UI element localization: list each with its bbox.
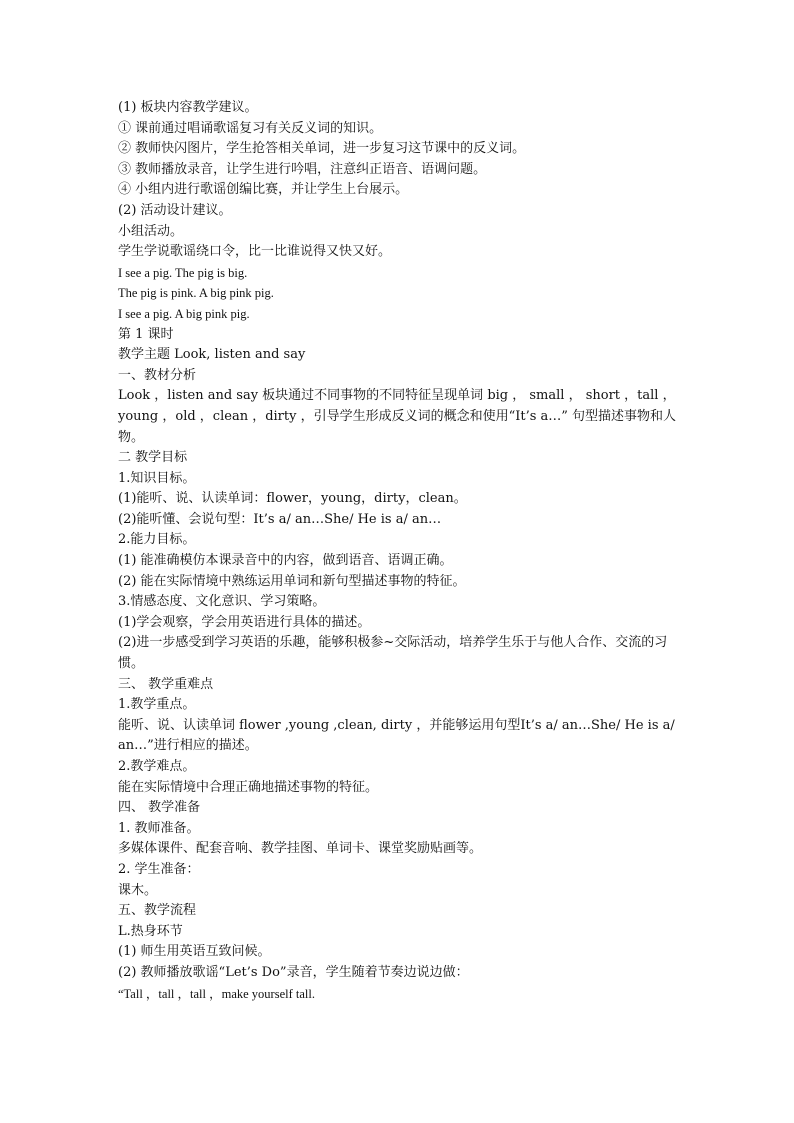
paragraph: 能在实际情境中合理正确地描述事物的特征。 xyxy=(118,779,379,795)
chant-line: The pig is pink. A big pink pig. xyxy=(118,286,274,301)
section-heading-key-points: 三、 教学重难点 xyxy=(118,676,214,692)
list-item: ① 课前通过唱诵歌谣复习有关反义词的知识。 xyxy=(118,120,383,136)
paragraph-analysis: Look ，listen and say 板块通过不同事物的不同特征呈现单词 big ， small ， short ，tall ，young ，old ，clean ，dirty ，引导学生形成反义词的概念和使用“It’s a…” 句型描述事物和人物。 xyxy=(118,388,677,445)
subheading: 1.教学重点。 xyxy=(118,697,196,713)
paragraph: 小组活动。 xyxy=(118,223,184,239)
document-body xyxy=(118,98,683,1004)
list-item: (2) 能在实际情境中熟练运用单词和新句型描述事物的特征。 xyxy=(118,573,466,589)
section-heading-preparation: 四、 教学准备 xyxy=(118,800,201,816)
list-item: (2)能听懂、会说句型：It’s a/ an…She/ He is a/ an… xyxy=(118,511,442,527)
chant-line: I see a pig. The pig is big. xyxy=(118,265,248,280)
subheading: 1.知识目标。 xyxy=(118,470,196,486)
list-item: 1. 教师准备。 xyxy=(118,820,200,836)
paragraph: 多媒体课件、配套音响、教学挂图、单词卡、课堂奖励贴画等。 xyxy=(118,841,483,857)
list-item: ② 教师快闪图片，学生抢答相关单词，进一步复习这节课中的反义词。 xyxy=(118,141,526,157)
subheading: 2.能力目标。 xyxy=(118,532,196,548)
section-heading-suggestions: (1) 板块内容教学建议。 xyxy=(118,100,258,115)
paragraph: 课木。 xyxy=(118,882,158,898)
list-item: (1)学会观察，学会用英语进行具体的描述。 xyxy=(118,614,371,630)
list-item: (1)能听、说、认读单词：flower，young，dirty，clean。 xyxy=(118,491,467,507)
subheading: 3.情感态度、文化意识、学习策略。 xyxy=(118,594,326,610)
subheading: L.热身环节 xyxy=(118,923,183,939)
chant-line: I see a pig. A big pink pig. xyxy=(118,306,250,321)
list-item: 2. 学生准备： xyxy=(118,861,200,877)
section-heading-analysis: 一、教材分析 xyxy=(118,367,197,383)
chant-line: “Tall ，tall ，tall ，make yourself tall. xyxy=(118,986,315,1001)
list-item: (2)进一步感受到学习英语的乐趣，能够积极参~交际活动，培养学生乐于与他人合作、交流的习惯。 xyxy=(118,635,668,672)
list-item: (2) 教师播放歌谣“Let’s Do”录音，学生随着节奏边说边做： xyxy=(118,964,469,980)
subheading: 2.教学难点。 xyxy=(118,759,196,774)
list-item: ③ 教师播放录音，让学生进行吟唱，注意纠正语音、语调问题。 xyxy=(118,161,487,177)
list-item: ④ 小组内进行歌谣创编比赛，并让学生上台展示。 xyxy=(118,182,409,198)
paragraph: 能听、说、认读单词 flower ,young ,clean, dirty ，并能够运用句型It’s a/ an…She/ He is a/ an…”进行相应的描述。 xyxy=(118,717,675,754)
lesson-number: 第 1 课时 xyxy=(118,326,174,342)
section-heading-procedure: 五、教学流程 xyxy=(118,903,197,919)
lesson-topic: 教学主题 Look, listen and say xyxy=(118,347,306,363)
section-heading-activity: (2) 活动设计建议。 xyxy=(118,202,232,218)
list-item: (1) 能准确模仿本课录音中的内容，做到语音、语调正确。 xyxy=(118,553,453,569)
list-item: (1) 师生用英语互致问候。 xyxy=(118,944,271,960)
section-heading-goals: 二 教学目标 xyxy=(118,450,188,466)
paragraph: 学生学说歌谣绕口令，比一比谁说得又快又好。 xyxy=(118,244,392,260)
